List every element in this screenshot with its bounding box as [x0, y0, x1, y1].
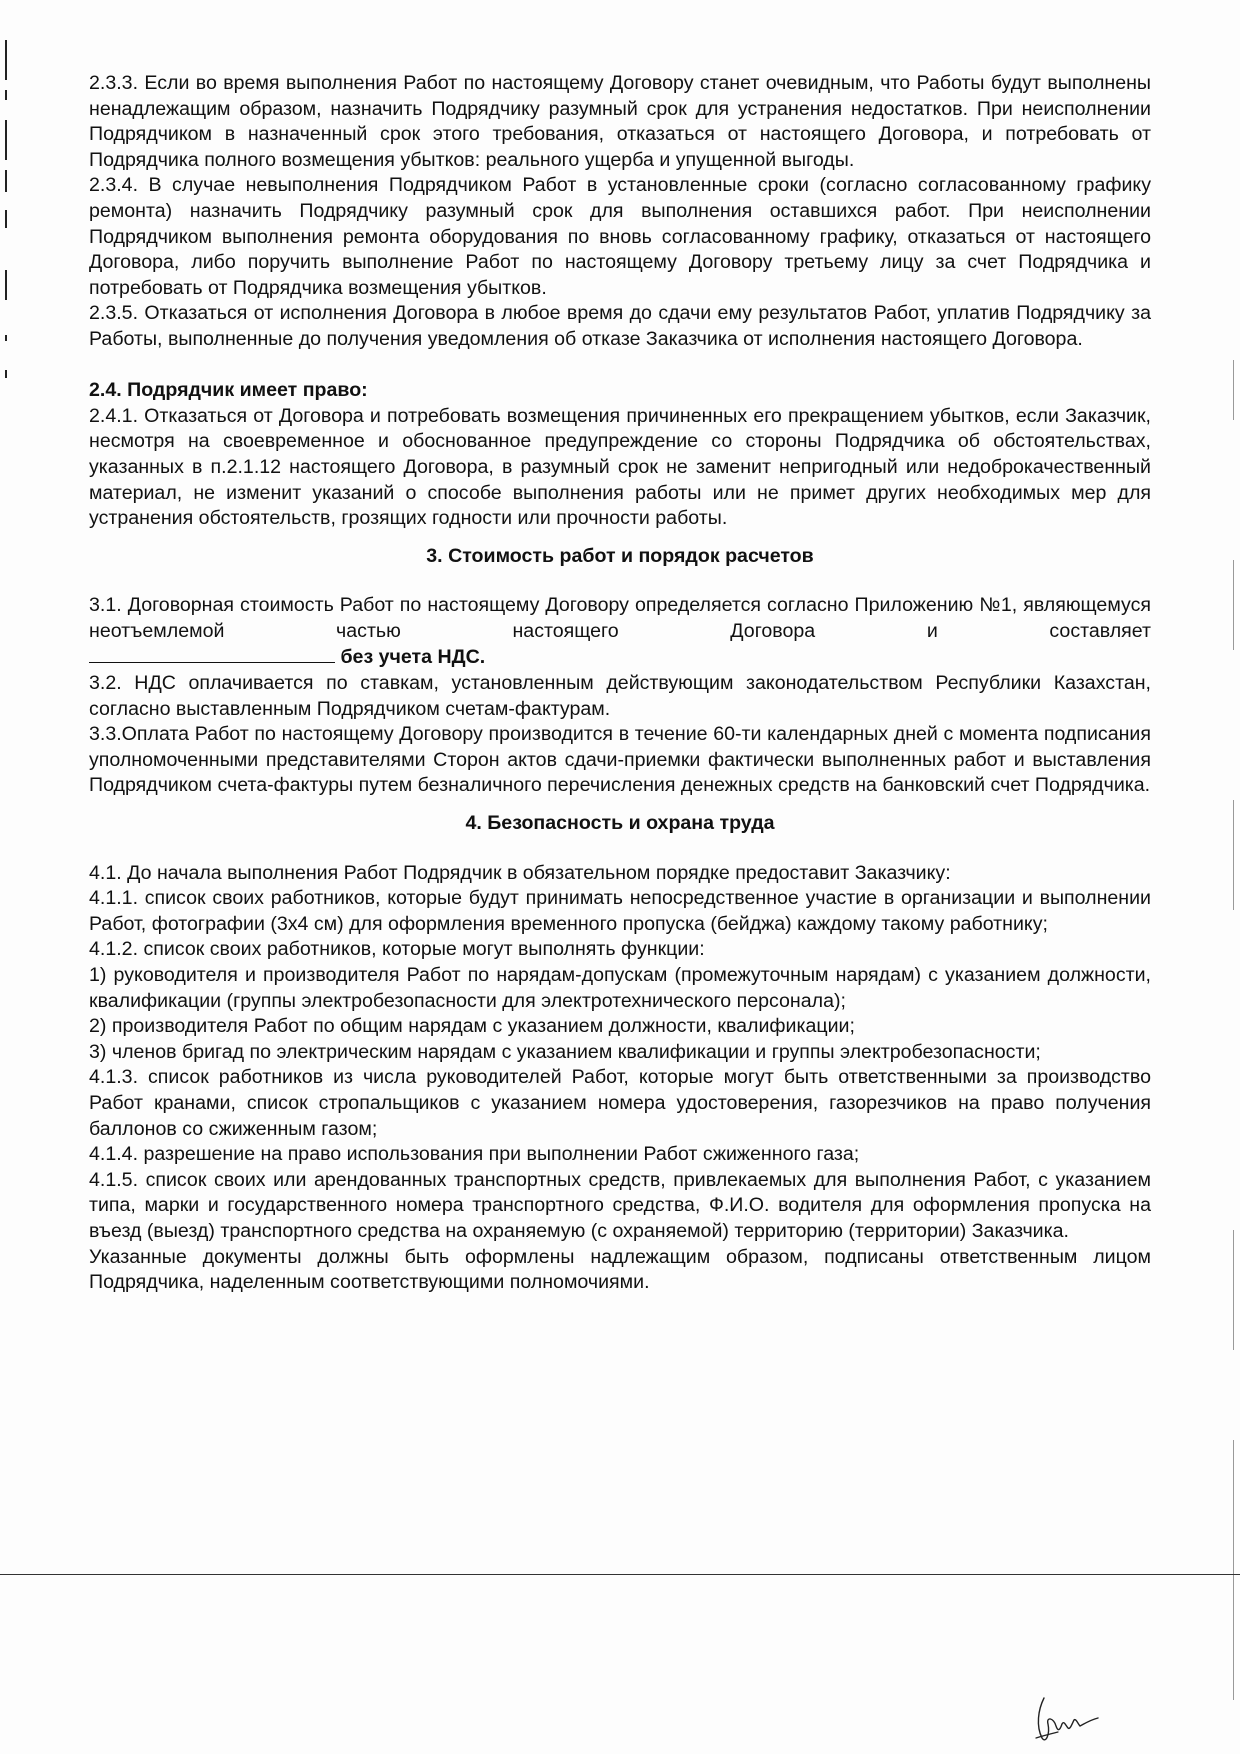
clause-3-1-tail: без учета НДС.: [335, 646, 486, 669]
scan-mark: [5, 335, 7, 341]
scan-mark: [5, 120, 7, 160]
scan-mark: [1233, 1230, 1234, 1350]
clause-3-2: 3.2. НДС оплачивается по ставкам, установленным действующим законодательством Республики Казахстан, согласно выставленным Подрядчиком счетам-фактурам.: [89, 672, 1151, 720]
handwritten-signature-icon: [1032, 1690, 1122, 1750]
clause-4-1: 4.1. До начала выполнения Работ Подрядчик в обязательном порядке предоставит Заказчику:: [89, 861, 951, 884]
scan-mark: [5, 170, 7, 192]
scan-mark: [5, 370, 7, 378]
scan-mark: [5, 40, 7, 80]
clause-3-1: [89, 593, 1151, 644]
scan-mark: [1233, 560, 1234, 650]
clause-2-3-3: 2.3.3. Если во время выполнения Работ по настоящему Договору станет очевидным, что Работы будут выполнены ненадлежащим образом, назначить Подрядчику разумный срок для устранения недостатков. При неисполнении Подрядчиком в назначенный срок этого требования, отказаться от настоящего Договора, и потребовать от Подрядчика полного возмещения убытков: реального ущерба и упущенной выгоды.: [89, 72, 1151, 171]
clause-4-1-2: 4.1.2. список своих работников, которые могут выполнять функции:: [89, 938, 705, 961]
clause-3-1-amount-line: [89, 644, 1151, 671]
amount-blank: [89, 644, 335, 663]
clause-2-3-4: 2.3.4. В случае невыполнения Подрядчиком Работ в установленные сроки (согласно согласованному графику ремонта) назначить Подрядчику разумный срок для выполнения оставшихся работ. При неисполнении Подрядчиком выполнения ремонта оборудования по вновь согласованному графику, отказаться от настоящего Договора, либо поручить выполнение Работ по настоящему Договору третьему лицу за счет Подрядчика и потребовать от Подрядчика возмещения убытков.: [89, 174, 1151, 299]
clause-4-1-1: 4.1.1. список своих работников, которые будут принимать непосредственное участие в организации и выполнении Работ, фотографии (3х4 см) для оформления временного пропуска (бейджа) каждому такому работнику;: [89, 887, 1151, 935]
list-item-2: 2) производителя Работ по общим нарядам с указанием должности, квалификации;: [89, 1015, 855, 1038]
scan-mark: [5, 90, 7, 100]
clause-4-1-3: 4.1.3. список работников из числа руководителей Работ, которые могут быть ответственными за производство Работ кранами, список стропальщиков с указанием номера удостоверения, газорезчиков на право получения баллонов со сжиженным газом;: [89, 1066, 1151, 1140]
clause-3-3: 3.3.Оплата Работ по настоящему Договору производится в течение 60-ти календарных дней с момента подписания уполномоченными представителями Сторон актов сдачи-приемки фактически выполненных работ и выставления Подрядчиком счета-фактуры путем безналичного перечисления денежных средств на банковский счет Подрядчика.: [89, 723, 1151, 797]
section-2-4-heading: 2.4. Подрядчик имеет право:: [89, 379, 368, 402]
clause-2-4-1: 2.4.1. Отказаться от Договора и потребовать возмещения причиненных его прекращением убытков, если Заказчик, несмотря на своевременное и обоснованное предупреждение со стороны Подрядчика об обстоятельствах, указанных в п.2.1.12 настоящего Договора, в разумный срок не заменит непригодный или недоброкачественный материал, не изменит указаний о способе выполнения работы или не примет других необходимых мер для устранения обстоятельств, грозящих годности или прочности работы.: [89, 404, 1151, 530]
scan-mark: [5, 210, 7, 228]
clause-4-1-5: 4.1.5. список своих или арендованных транспортных средств, привлекаемых для выполнения Работ, с указанием типа, марки и государственного номера транспортного средства, Ф.И.О. водителя для оформления пропуска на въезд (выезд) транспортного средства на охраняемую (с охраняемой) территорию (территории) Заказчика.: [89, 1168, 1151, 1242]
scan-mark: [1233, 1440, 1234, 1700]
clause-2-3-5: 2.3.5. Отказаться от исполнения Договора в любое время до сдачи ему результатов Работ, уплатив Подрядчику за Работы, выполненные до получения уведомления об отказе Заказчика от исполнения настоящего Договора.: [89, 302, 1151, 350]
list-item-3: 3) членов бригад по электрическим нарядам с указанием квалификации и группы электробезопасности;: [89, 1040, 1041, 1063]
section-3-heading: 3. Стоимость работ и порядок расчетов: [426, 544, 814, 567]
clause-4-1-4: 4.1.4. разрешение на право использования при выполнении Работ сжиженного газа;: [89, 1143, 860, 1166]
section-4-heading: 4. Безопасность и охрана труда: [465, 812, 775, 835]
list-item-1: 1) руководителя и производителя Работ по нарядам-допускам (промежуточным нарядам) с указанием должности, квалификации (группы электробезопасности для электротехнического персонала);: [89, 964, 1151, 1012]
scan-mark: [1233, 800, 1234, 910]
scan-mark: [5, 270, 7, 300]
horizontal-rule: [0, 1574, 1240, 1575]
document-body: [89, 71, 1151, 1296]
scan-mark: [1233, 360, 1234, 420]
closing-note: Указанные документы должны быть оформлены надлежащим образом, подписаны ответственным лицом Подрядчика, наделенным соответствующими полномочиями.: [89, 1245, 1151, 1294]
clause-3-1-text: 3.1. Договорная стоимость Работ по настоящему Договору определяется согласно Приложению №1, являющемуся неотъемлемой частью настоящего Договора и составляет: [89, 594, 1151, 642]
